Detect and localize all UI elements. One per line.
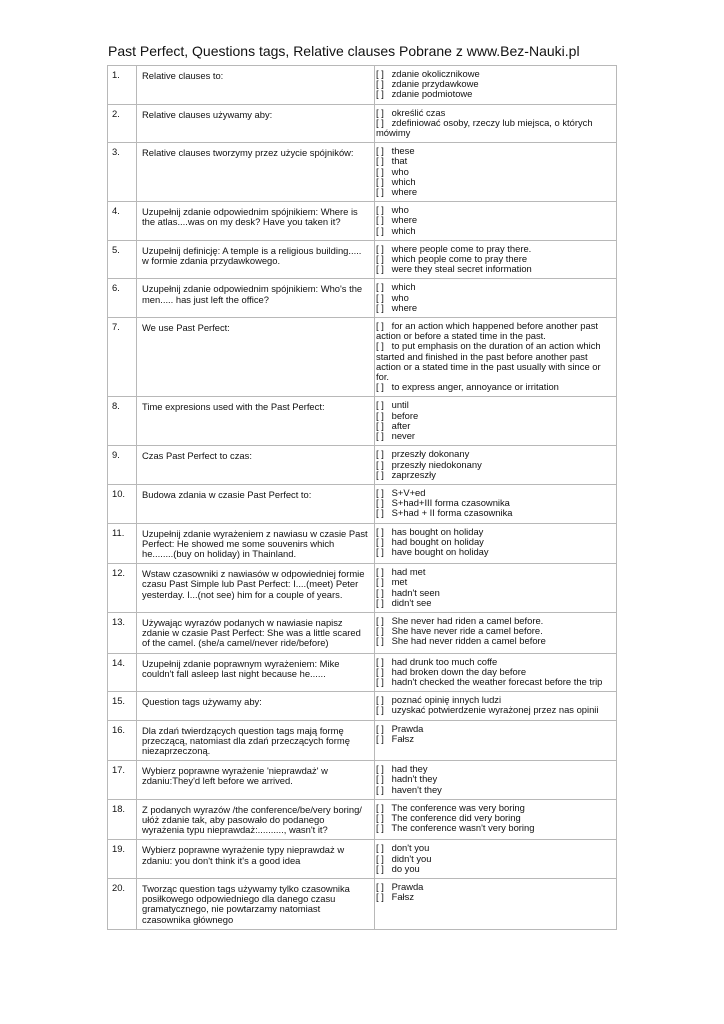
checkbox-brackets[interactable]: [ ] (376, 145, 384, 157)
answer-options (375, 279, 617, 318)
answer-option-label: before (389, 409, 419, 421)
question-row (108, 66, 617, 105)
checkbox-brackets[interactable]: [ ] (376, 625, 384, 637)
checkbox-brackets[interactable]: [ ] (376, 165, 384, 177)
answer-option-label: zdanie okolicznikowe (389, 68, 480, 79)
answer-option-label: hadn't seen (389, 586, 440, 598)
quiz-table-body (108, 66, 617, 930)
answer-options (375, 484, 617, 523)
answer-options (375, 202, 617, 241)
checkbox-brackets[interactable]: [ ] (376, 576, 384, 588)
checkbox-brackets[interactable]: [ ] (376, 614, 384, 626)
answer-option-label: which people come to pray there (389, 253, 528, 265)
checkbox-brackets[interactable]: [ ] (376, 732, 384, 744)
question-number: 3. (108, 143, 137, 202)
answer-option[interactable] (376, 470, 612, 480)
checkbox-brackets[interactable]: [ ] (376, 822, 384, 834)
checkbox-brackets[interactable]: [ ] (376, 891, 384, 903)
answer-option-label: hadn't checked the weather forecast before the trip (389, 675, 603, 687)
answer-option[interactable] (376, 547, 612, 557)
answer-options (375, 523, 617, 564)
question-number: 5. (108, 240, 137, 279)
answer-option-label: S+had + II forma czasownika (389, 507, 513, 519)
answer-option[interactable] (376, 705, 612, 715)
checkbox-brackets[interactable]: [ ] (376, 68, 384, 79)
question-text: Wybierz poprawne wyrażenie 'nieprawdaż' w zdaniu:They'd left before we arrived. (137, 761, 375, 800)
checkbox-brackets[interactable]: [ ] (376, 381, 384, 393)
checkbox-brackets[interactable]: [ ] (376, 263, 384, 275)
question-text: Time expresions used with the Past Perfect: (137, 397, 375, 446)
answer-option-label: had met (389, 566, 426, 578)
answer-option[interactable] (376, 411, 612, 421)
answer-options (375, 692, 617, 720)
answer-option-label: hadn't they (389, 773, 438, 785)
answer-option-label: do you (389, 862, 420, 874)
answer-options (375, 318, 617, 397)
answer-option-label: were they steal secret information (389, 263, 532, 275)
answer-option[interactable] (376, 226, 612, 236)
checkbox-brackets[interactable]: [ ] (376, 224, 384, 236)
question-number: 6. (108, 279, 137, 318)
checkbox-brackets[interactable]: [ ] (376, 535, 384, 547)
question-text: Relative clauses tworzymy przez użycie spójników: (137, 143, 375, 202)
answer-option-label: to express anger, annoyance or irritation (389, 381, 559, 393)
answer-option-label: to put emphasis on the duration of an action which started and finished in the past before another past action or a stated time in the past usually with since or for. (376, 340, 601, 383)
answer-option[interactable] (376, 382, 612, 392)
checkbox-brackets[interactable]: [ ] (376, 722, 384, 734)
answer-option-label: przeszły dokonany (389, 448, 470, 460)
question-row (108, 143, 617, 202)
question-text: Uzupełnij zdanie odpowiednim spójnikiem: Where is the atlas....was on my desk? Have you taken it? (137, 202, 375, 241)
answer-option-label: zaprzeszły (389, 468, 436, 480)
question-number: 13. (108, 612, 137, 653)
checkbox-brackets[interactable]: [ ] (376, 881, 384, 892)
answer-option-label: has bought on holiday (389, 525, 484, 537)
answer-option[interactable] (376, 677, 612, 687)
answer-option[interactable] (376, 89, 612, 99)
answer-option-label: Prawda (389, 722, 424, 734)
answer-options (375, 761, 617, 800)
answer-option-label: had broken down the day before (389, 665, 527, 677)
answer-options (375, 799, 617, 840)
question-text: Uzupełnij zdanie poprawnym wyrażeniem: Mike couldn't fall asleep last night because he...... (137, 653, 375, 692)
question-number: 15. (108, 692, 137, 720)
question-row (108, 612, 617, 653)
checkbox-brackets[interactable]: [ ] (376, 204, 384, 216)
answer-option-label: who (389, 204, 409, 216)
answer-option-label: met (389, 576, 408, 588)
answer-option-label: which (389, 281, 416, 293)
question-text: Wstaw czasowniki z nawiasów w odpowiedniej formie czasu Past Simple lub Past Perfect: I....(meet) Peter yesterday. I...(not see) him for a couple of years. (137, 564, 375, 613)
quiz-table (107, 65, 617, 930)
answer-option-label: She never had riden a camel before. (389, 614, 544, 626)
checkbox-brackets[interactable]: [ ] (376, 525, 384, 537)
question-text: Używając wyrazów podanych w nawiasie napisz zdanie w czasie Past Perfect: She was a little scared of the camel. (she/a camel/never ride/before) (137, 612, 375, 653)
answer-option[interactable] (376, 734, 612, 744)
checkbox-brackets[interactable]: [ ] (376, 340, 384, 352)
checkbox-brackets[interactable]: [ ] (376, 458, 384, 470)
answer-option-label: poznać opinię innych ludzi (389, 694, 502, 706)
answer-option-label: had they (389, 763, 428, 775)
answer-option-label: S+V+ed (389, 486, 426, 498)
checkbox-brackets[interactable]: [ ] (376, 291, 384, 303)
checkbox-brackets[interactable]: [ ] (376, 783, 384, 795)
answer-option[interactable] (376, 892, 612, 902)
checkbox-brackets[interactable]: [ ] (376, 694, 384, 706)
checkbox-brackets[interactable]: [ ] (376, 242, 384, 254)
answer-option-label: that (389, 155, 408, 167)
answer-option-label: don't you (389, 842, 430, 854)
answer-option-label: She have never ride a camel before. (389, 625, 543, 637)
question-row (108, 397, 617, 446)
answer-option[interactable] (376, 598, 612, 608)
answer-option-label: which (389, 224, 416, 236)
question-row (108, 879, 617, 930)
answer-option[interactable] (376, 567, 612, 577)
answer-option[interactable] (376, 146, 612, 156)
question-row (108, 202, 617, 241)
answer-option-label: have bought on holiday (389, 545, 489, 557)
question-text: Budowa zdania w czasie Past Perfect to: (137, 484, 375, 523)
checkbox-brackets[interactable]: [ ] (376, 842, 384, 854)
checkbox-brackets[interactable]: [ ] (376, 596, 384, 608)
question-row (108, 564, 617, 613)
question-text: We use Past Perfect: (137, 318, 375, 397)
question-row (108, 523, 617, 564)
answer-option-label: didn't you (389, 852, 432, 864)
answer-option[interactable] (376, 636, 612, 646)
answer-option-label: haven't they (389, 783, 442, 795)
question-text: Tworząc question tags używamy tylko czasownika posiłkowego odpowiedniego dla danego czasu gramatycznego, nie powtarzamy natomiast czasownika głównego (137, 879, 375, 930)
checkbox-brackets[interactable]: [ ] (376, 214, 384, 226)
question-text: Relative clauses to: (137, 66, 375, 105)
question-text: Dla zdań twierdzących question tags mają formę przeczącą, natomiast dla zdań przeczących formę niezaprzeczoną. (137, 720, 375, 761)
question-row (108, 104, 617, 143)
answer-option-label: who (389, 291, 409, 303)
checkbox-brackets[interactable]: [ ] (376, 106, 384, 118)
checkbox-brackets[interactable]: [ ] (376, 545, 384, 557)
answer-option[interactable] (376, 303, 612, 313)
question-text: Z podanych wyrazów /the conference/be/very boring/ ułóż zdanie tak, aby pasowało do podanego wyrażenia typu nieprawdaż:.........., wasn't it? (137, 799, 375, 840)
answer-option[interactable] (376, 282, 612, 292)
question-row (108, 720, 617, 761)
answer-option-label: where people come to pray there. (389, 242, 532, 254)
answer-option[interactable] (376, 823, 612, 833)
checkbox-brackets[interactable]: [ ] (376, 155, 384, 167)
answer-option-label: przeszły niedokonany (389, 458, 482, 470)
answer-option-label: had bought on holiday (389, 535, 484, 547)
checkbox-brackets[interactable]: [ ] (376, 704, 384, 716)
answer-option-label: until (389, 399, 409, 411)
checkbox-brackets[interactable]: [ ] (376, 253, 384, 265)
checkbox-brackets[interactable]: [ ] (376, 655, 384, 667)
checkbox-brackets[interactable]: [ ] (376, 852, 384, 864)
answer-option-label: didn't see (389, 596, 432, 608)
answer-option-label: after (389, 419, 411, 431)
answer-options (375, 446, 617, 485)
answer-option-label: zdanie podmiotowe (389, 88, 473, 100)
checkbox-brackets[interactable]: [ ] (376, 88, 384, 100)
page-title: Past Perfect, Questions tags, Relative clauses Pobrane z www.Bez-Nauki.pl (108, 43, 580, 59)
checkbox-brackets[interactable]: [ ] (376, 675, 384, 687)
question-number: 19. (108, 840, 137, 879)
answer-options (375, 104, 617, 143)
answer-option-label: zdefiniować osoby, rzeczy lub miejsca, o których mówimy (376, 116, 593, 139)
answer-option[interactable] (376, 431, 612, 441)
checkbox-brackets[interactable]: [ ] (376, 763, 384, 775)
checkbox-brackets[interactable]: [ ] (376, 116, 384, 128)
question-row (108, 840, 617, 879)
answer-option-label: The conference wasn't very boring (389, 822, 535, 834)
question-text: Uzupełnij definicję: A temple is a religious building..... w formie zdania przydawkowego. (137, 240, 375, 279)
answer-option[interactable] (376, 508, 612, 518)
checkbox-brackets[interactable]: [ ] (376, 635, 384, 647)
question-text: Uzupełnij zdanie wyrażeniem z nawiasu w czasie Past Perfect: He showed me some souvenirs which he........(buy on holiday) in Thainland. (137, 523, 375, 564)
answer-option-label: określić czas (389, 106, 446, 118)
question-number: 18. (108, 799, 137, 840)
answer-option-label: never (389, 430, 416, 442)
answer-options (375, 612, 617, 653)
checkbox-brackets[interactable]: [ ] (376, 773, 384, 785)
answer-options (375, 564, 617, 613)
question-number: 14. (108, 653, 137, 692)
question-number: 9. (108, 446, 137, 485)
question-row (108, 653, 617, 692)
answer-option-label: for an action which happened before another past action or before a stated time in the past. (376, 320, 599, 342)
answer-option-label: these (389, 145, 415, 157)
question-row (108, 318, 617, 397)
question-number: 16. (108, 720, 137, 761)
question-row (108, 484, 617, 523)
answer-options (375, 879, 617, 930)
answer-option-label: S+had+III forma czasownika (389, 497, 510, 509)
checkbox-brackets[interactable]: [ ] (376, 586, 384, 598)
checkbox-brackets[interactable]: [ ] (376, 507, 384, 519)
question-row (108, 692, 617, 720)
answer-option-label: The conference was very boring (389, 801, 525, 813)
answer-option[interactable] (376, 864, 612, 874)
checkbox-brackets[interactable]: [ ] (376, 566, 384, 578)
checkbox-brackets[interactable]: [ ] (376, 801, 384, 813)
checkbox-brackets[interactable]: [ ] (376, 486, 384, 498)
checkbox-brackets[interactable]: [ ] (376, 419, 384, 431)
answer-options (375, 143, 617, 202)
question-number: 4. (108, 202, 137, 241)
answer-options (375, 397, 617, 446)
answer-option[interactable] (376, 341, 612, 382)
answer-options (375, 720, 617, 761)
checkbox-brackets[interactable]: [ ] (376, 468, 384, 480)
answer-option-label: Prawda (389, 881, 424, 892)
answer-options (375, 840, 617, 879)
checkbox-brackets[interactable]: [ ] (376, 811, 384, 823)
question-text: Czas Past Perfect to czas: (137, 446, 375, 485)
checkbox-brackets[interactable]: [ ] (376, 281, 384, 293)
checkbox-brackets[interactable]: [ ] (376, 320, 384, 332)
answer-option-label: who (389, 165, 409, 177)
question-number: 12. (108, 564, 137, 613)
checkbox-brackets[interactable]: [ ] (376, 862, 384, 874)
answer-option-label: which (389, 175, 416, 187)
answer-option[interactable] (376, 321, 612, 341)
question-number: 20. (108, 879, 137, 930)
answer-option-label: uzyskać potwierdzenie wyrażonej przez nas opinii (389, 704, 599, 716)
checkbox-brackets[interactable]: [ ] (376, 175, 384, 187)
answer-option[interactable] (376, 785, 612, 795)
question-number: 2. (108, 104, 137, 143)
answer-option-label: where (389, 301, 418, 313)
question-number: 11. (108, 523, 137, 564)
checkbox-brackets[interactable]: [ ] (376, 430, 384, 442)
question-number: 7. (108, 318, 137, 397)
checkbox-brackets[interactable]: [ ] (376, 399, 384, 411)
answer-option[interactable] (376, 118, 612, 138)
question-text: Uzupełnij zdanie odpowiednim spójnikiem: Who's the men..... has just left the office? (137, 279, 375, 318)
answer-option-label: Fałsz (389, 732, 415, 744)
answer-options (375, 240, 617, 279)
checkbox-brackets[interactable]: [ ] (376, 186, 384, 198)
checkbox-brackets[interactable]: [ ] (376, 409, 384, 421)
answer-option-label: zdanie przydawkowe (389, 78, 479, 90)
question-text: Wybierz poprawne wyrażenie typy nieprawdaż w zdaniu: you don't think it's a good idea (137, 840, 375, 879)
question-row (108, 799, 617, 840)
answer-options (375, 653, 617, 692)
answer-option[interactable] (376, 264, 612, 274)
question-number: 1. (108, 66, 137, 105)
answer-option-label: had drunk too much coffe (389, 655, 498, 667)
question-number: 17. (108, 761, 137, 800)
checkbox-brackets[interactable]: [ ] (376, 78, 384, 90)
answer-option-label: Fałsz (389, 891, 415, 903)
question-number: 10. (108, 484, 137, 523)
answer-option[interactable] (376, 187, 612, 197)
answer-option-label: where (389, 186, 418, 198)
answer-option-label: The conference did very boring (389, 811, 521, 823)
checkbox-brackets[interactable]: [ ] (376, 497, 384, 509)
answer-option-label: She had never ridden a camel before (389, 635, 546, 647)
checkbox-brackets[interactable]: [ ] (376, 448, 384, 460)
checkbox-brackets[interactable]: [ ] (376, 301, 384, 313)
question-number: 8. (108, 397, 137, 446)
question-row (108, 240, 617, 279)
question-row (108, 761, 617, 800)
answer-option-label: where (389, 214, 418, 226)
question-row (108, 279, 617, 318)
checkbox-brackets[interactable]: [ ] (376, 665, 384, 677)
answer-options (375, 66, 617, 105)
question-text: Question tags używamy aby: (137, 692, 375, 720)
answer-option[interactable] (376, 156, 612, 166)
question-row (108, 446, 617, 485)
question-text: Relative clauses używamy aby: (137, 104, 375, 143)
